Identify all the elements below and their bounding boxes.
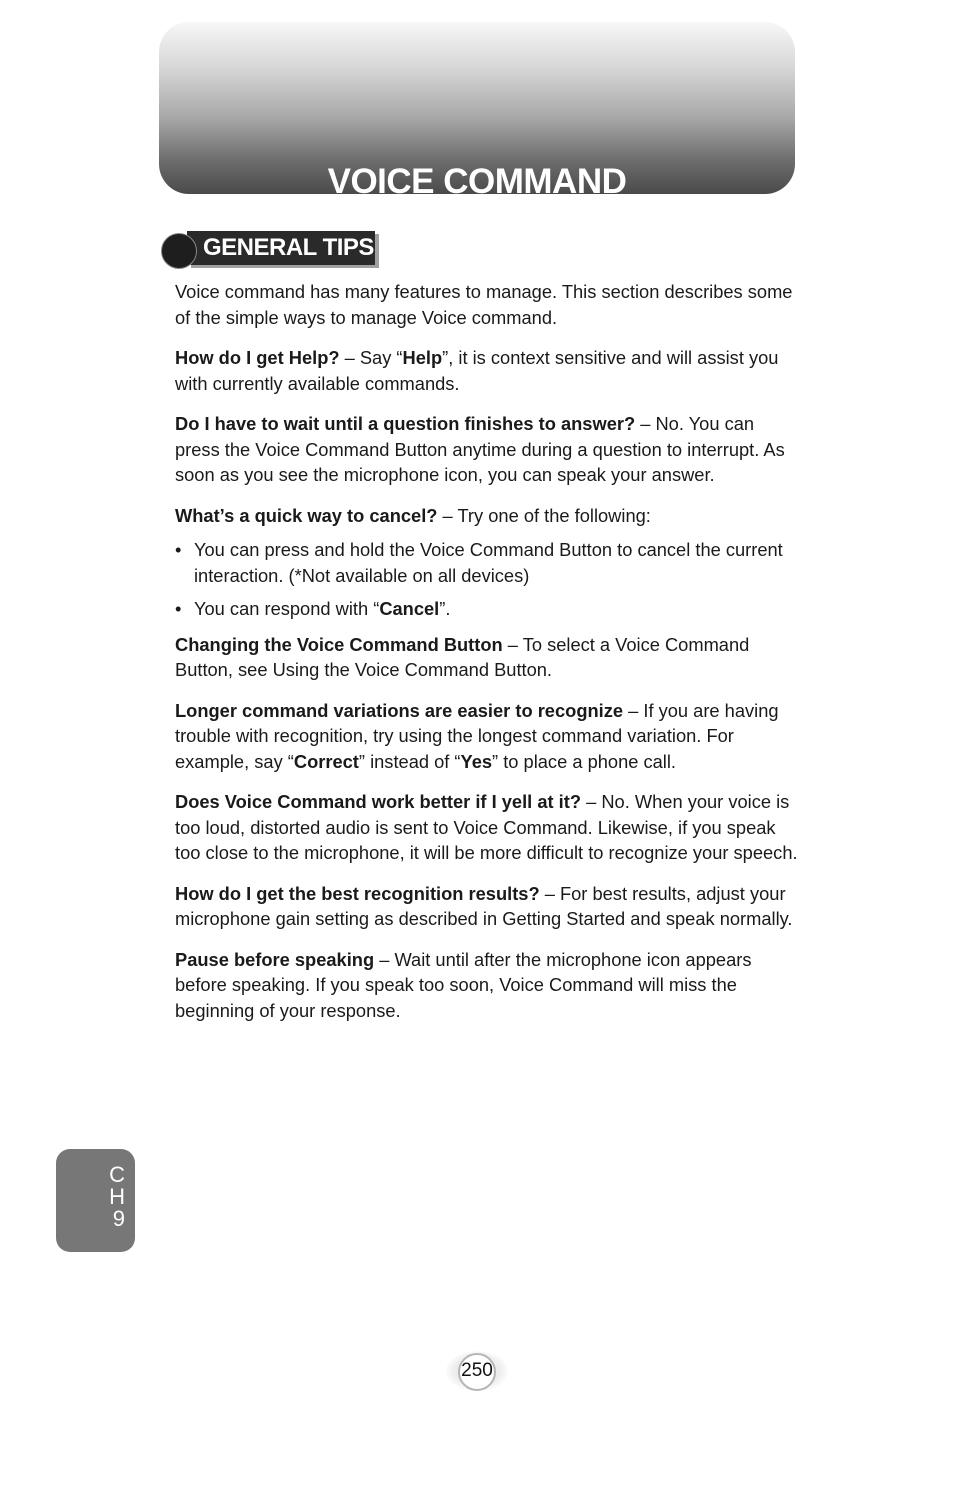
tip-question: How do I get the best recognition results? <box>175 882 540 904</box>
tip-text: – No. When your voice is too loud, distorted audio is sent to Voice Command. Likewise, if you speak too close to the microphone, it will be more difficult to recognize your speech. <box>175 791 798 863</box>
section-heading <box>161 231 381 269</box>
list-item <box>175 537 800 588</box>
tip-text: ” instead of “ <box>358 750 461 772</box>
list-item-text: ”. <box>439 598 451 619</box>
tip-question: How do I get Help? <box>175 347 340 368</box>
tip-question: Does Voice Command work better if I yell at it? <box>175 791 581 812</box>
tip-text: ”, it is context sensitive and will assist you with currently available commands. <box>175 347 779 394</box>
tip-text: – Say “ <box>339 347 403 368</box>
chapter-tab <box>56 1149 135 1252</box>
tip-text: – To select a Voice Command Button, see Using the Voice Command Button. <box>175 633 750 680</box>
tip-question: Do I have to wait until a question finishes to answer? <box>175 413 636 434</box>
bullet-circle-icon <box>161 233 197 269</box>
page-title: VOICE COMMAND <box>327 162 627 201</box>
tip-text: – Try one of the following: <box>437 504 651 526</box>
tip-text: – Wait until after the microphone icon appears before speaking. If you speak too soon, Voice Command will miss the beginning of your response. <box>175 948 752 1021</box>
tip-question: Longer command variations are easier to recognize <box>175 699 624 721</box>
tip-keyword: Correct <box>293 750 359 772</box>
tip-text: ” to place a phone call. <box>492 750 676 772</box>
cancel-options-list <box>175 537 800 622</box>
section-heading-label: GENERAL TIPS <box>187 231 375 265</box>
chapter-tab-number: 9 <box>112 1206 125 1231</box>
tip-change-button <box>175 632 800 683</box>
tip-keyword: Help <box>402 347 443 368</box>
page-number-badge <box>446 1351 508 1391</box>
tip-cancel <box>175 503 800 529</box>
tip-text: – If you are having trouble with recognition, try using the longest command variation. For example, say “ <box>175 699 779 772</box>
chapter-tab-letter: H <box>109 1184 125 1209</box>
tip-text: – For best results, adjust your microphone gain setting as described in Getting Started and speak normally. <box>175 882 793 929</box>
header-band <box>159 22 795 201</box>
tip-help <box>175 345 800 396</box>
main-content <box>175 279 800 1038</box>
tip-question: What’s a quick way to cancel? <box>175 504 438 526</box>
bullet-icon: • <box>175 539 182 560</box>
tip-text: – No. You can press the Voice Command Button anytime during a question to interrupt. As soon as you see the microphone icon, you can speak your answer. <box>175 413 785 485</box>
tip-pause <box>175 947 800 1024</box>
tip-question: Pause before speaking <box>175 948 375 970</box>
list-item <box>175 596 800 622</box>
list-item-text: You can press and hold the Voice Command Button to cancel the current interaction. (*Not available on all devices) <box>194 539 783 586</box>
tip-keyword: Cancel <box>379 598 440 619</box>
tip-question: Changing the Voice Command Button <box>175 633 503 655</box>
tip-wait <box>175 411 800 488</box>
bullet-icon: • <box>175 598 182 619</box>
intro-paragraph: Voice command has many features to manage. This section describes some of the simple ways to manage Voice command. <box>175 281 793 328</box>
page-number: 250 <box>461 1360 493 1381</box>
tip-yell <box>175 789 800 866</box>
tip-best <box>175 881 800 932</box>
tip-keyword: Yes <box>460 750 493 772</box>
tip-longer <box>175 698 800 775</box>
chapter-tab-letter: C <box>109 1162 125 1187</box>
list-item-text: You can respond with “ <box>194 598 380 619</box>
